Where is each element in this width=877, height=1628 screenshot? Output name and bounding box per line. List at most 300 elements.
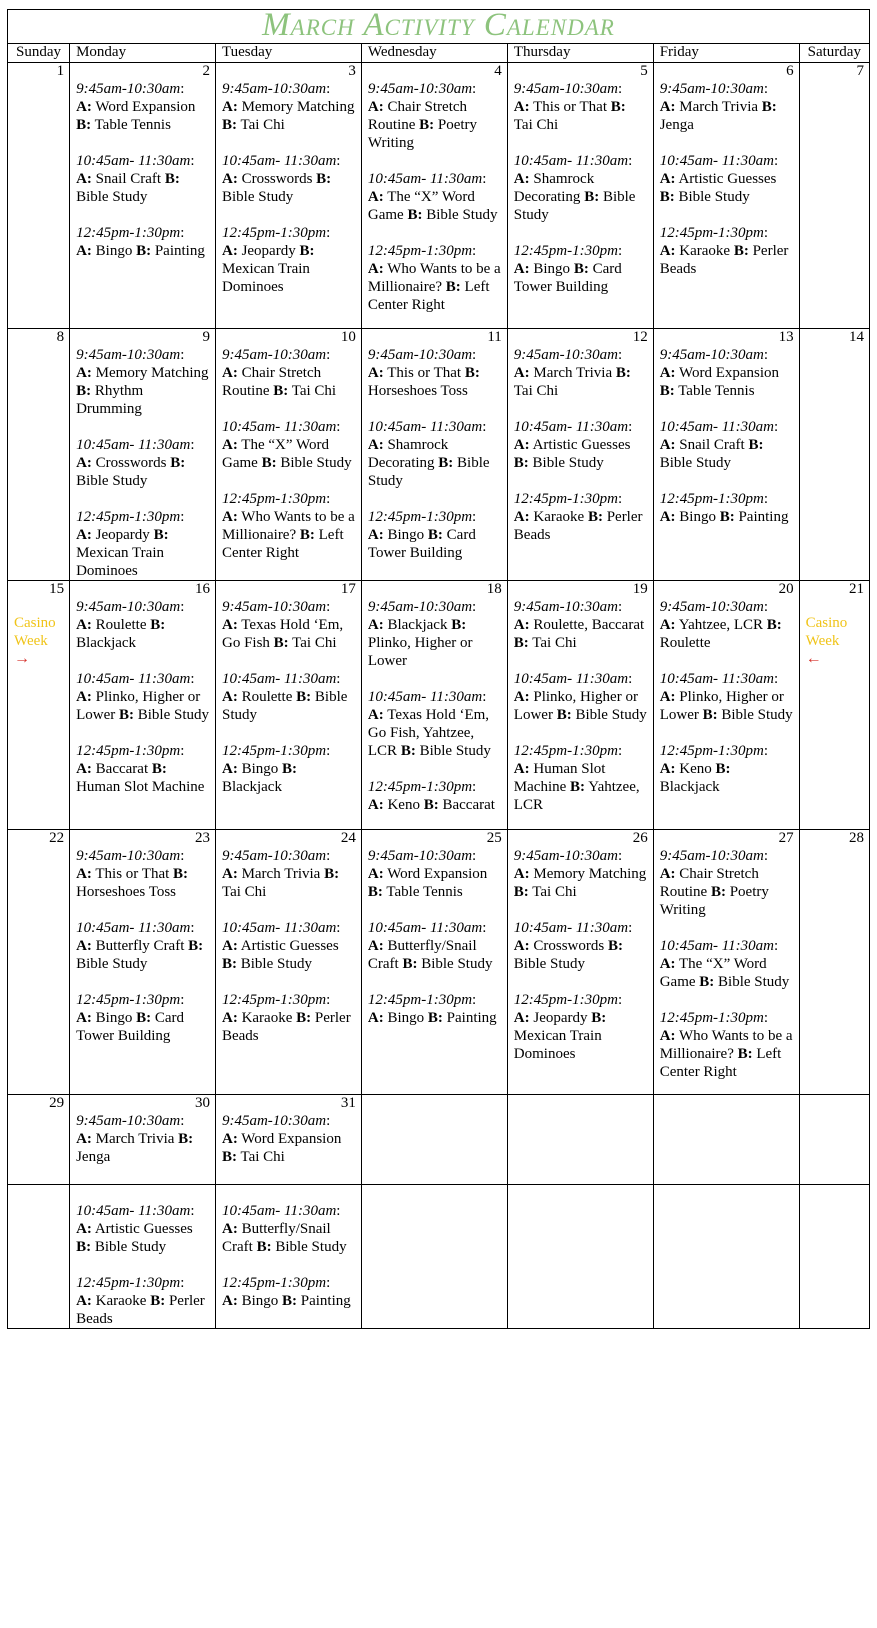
arrow-left-icon: ← — [805, 650, 822, 667]
option-a-label: A: — [76, 761, 92, 777]
activity-block: 9:45am-10:30am: A: This or That B: Horseshoes Toss — [367, 347, 480, 399]
option-b-activity: Bible Study — [659, 455, 731, 471]
option-a-label: A: — [221, 171, 238, 187]
option-b-activity: Rhythm Drumming — [76, 383, 144, 417]
option-a-label: A: — [367, 365, 384, 381]
option-a-label: A: — [76, 455, 92, 471]
day-number: 5 — [640, 63, 648, 79]
option-b-activity: Perler Beads — [513, 509, 643, 543]
activity-time: 12:45pm-1:30pm — [659, 491, 764, 507]
day-number — [508, 1095, 653, 1112]
day-number: 2 — [202, 63, 210, 79]
day-cell — [361, 581, 507, 830]
activity-block: 12:45pm-1:30pm: A: Keno B: Baccarat — [367, 779, 495, 813]
activity-block: 10:45am- 11:30am: A: Plinko, Higher or Lower B: Bible Study — [76, 671, 209, 723]
option-b-activity: Bible Study — [76, 956, 148, 972]
option-a-label: A: — [659, 956, 676, 972]
day-cell — [799, 1185, 869, 1329]
option-a-label: A: — [367, 189, 384, 205]
option-b-activity: Painting — [300, 1293, 351, 1309]
option-a-activity: March Trivia — [95, 1131, 175, 1147]
activity-block: 10:45am- 11:30am: A: Snail Craft B: Bible Study — [659, 419, 779, 471]
option-a-activity: Bingo — [533, 261, 571, 277]
option-a-activity: March Trivia — [679, 99, 759, 115]
option-a-activity: Memory Matching — [95, 365, 209, 381]
day-cell — [215, 63, 361, 329]
day-number — [362, 1095, 507, 1112]
day-cell — [8, 1095, 70, 1185]
day-cell — [215, 830, 361, 1095]
day-activities — [216, 847, 361, 1045]
option-a-label: A: — [659, 1028, 676, 1044]
option-b-activity: Tai Chi — [513, 117, 559, 133]
day-number — [362, 1185, 507, 1202]
weekday-sunday: Sunday — [8, 44, 70, 63]
day-cell — [507, 581, 653, 830]
option-a-label: A: — [76, 617, 92, 633]
activity-time: 12:45pm-1:30pm — [221, 743, 327, 759]
option-b-activity: Tai Chi — [532, 635, 577, 651]
option-b-activity: Baccarat — [442, 797, 495, 813]
activity-time: 9:45am-10:30am — [76, 599, 181, 615]
option-b-label: B: — [710, 884, 726, 900]
activity-time: 12:45pm-1:30pm — [513, 992, 618, 1008]
option-b-activity: Jenga — [76, 1149, 111, 1165]
activity-block: 12:45pm-1:30pm: A: Jeopardy B: Mexican Train Dominoes — [513, 992, 623, 1062]
activity-block: 10:45am- 11:30am: A: Shamrock Decorating B: Bible Study — [513, 153, 636, 223]
option-b-label: B: — [273, 383, 289, 399]
weekday-header-row — [8, 44, 870, 63]
option-b-label: B: — [170, 455, 186, 471]
option-a-activity: Karaoke — [679, 243, 731, 259]
activity-block: 9:45am-10:30am: A: Memory Matching B: Rhythm Drumming — [76, 347, 209, 417]
day-activities — [654, 598, 799, 796]
day-number: 24 — [340, 830, 356, 846]
option-a-activity: Shamrock Decorating — [367, 437, 449, 471]
option-b-activity: Painting — [154, 243, 205, 259]
option-a-label: A: — [513, 437, 530, 453]
day-number: 21 — [849, 581, 864, 597]
option-b-label: B: — [153, 527, 169, 543]
day-number: 15 — [49, 581, 65, 597]
activity-time: 9:45am-10:30am — [659, 81, 764, 97]
option-b-label: B: — [188, 938, 204, 954]
activity-time: 10:45am- 11:30am — [513, 920, 629, 936]
day-activities — [70, 346, 215, 580]
option-a-label: A: — [513, 761, 530, 777]
option-a-label: A: — [659, 171, 676, 187]
option-a-activity: Yahtzee, LCR — [678, 617, 764, 633]
day-number: 31 — [340, 1095, 356, 1111]
option-b-label: B: — [400, 743, 416, 759]
day-activities — [362, 847, 507, 1027]
option-b-label: B: — [451, 617, 467, 633]
day-cell — [507, 1095, 653, 1185]
activity-block: 9:45am-10:30am: A: Word Expansion B: Table Tennis — [367, 848, 488, 900]
arrow-right-icon: → — [14, 650, 30, 667]
activity-time: 10:45am- 11:30am — [659, 671, 774, 687]
activity-time: 9:45am-10:30am — [367, 599, 473, 615]
option-a-label: A: — [513, 689, 530, 705]
activity-block: 10:45am- 11:30am: A: Butterfly/Snail Craft B: Bible Study — [221, 1203, 347, 1255]
option-b-label: B: — [766, 617, 782, 633]
activity-block: 10:45am- 11:30am: A: Artistic Guesses B: Bible Study — [659, 153, 779, 205]
activity-block: 10:45am- 11:30am: A: Plinko, Higher or Lower B: Bible Study — [659, 671, 793, 723]
option-a-label: A: — [367, 437, 384, 453]
option-a-label: A: — [659, 761, 676, 777]
option-b-label: B: — [178, 1131, 194, 1147]
day-number — [508, 1185, 653, 1202]
activity-block: 10:45am- 11:30am: A: Artistic Guesses B: Bible Study — [513, 419, 633, 471]
day-cell — [799, 329, 869, 581]
option-a-activity: Artistic Guesses — [94, 1221, 193, 1237]
activity-block: 12:45pm-1:30pm: A: Keno B: Blackjack — [659, 743, 769, 795]
option-a-label: A: — [367, 797, 384, 813]
activity-time: 12:45pm-1:30pm — [513, 743, 618, 759]
activity-time: 10:45am- 11:30am — [513, 419, 629, 435]
option-a-activity: Jeopardy — [241, 243, 296, 259]
day-cell — [8, 1185, 70, 1329]
activity-time: 12:45pm-1:30pm — [367, 992, 473, 1008]
week-row — [8, 830, 870, 1095]
day-cell — [507, 830, 653, 1095]
option-b-activity: Horseshoes Toss — [367, 383, 468, 399]
day-cell — [70, 830, 216, 1095]
option-b-activity: Roulette — [659, 635, 711, 651]
option-b-label: B: — [150, 1293, 166, 1309]
option-a-label: A: — [659, 437, 676, 453]
day-activities — [216, 346, 361, 562]
option-b-activity: Tai Chi — [513, 383, 559, 399]
option-a-label: A: — [513, 938, 530, 954]
activity-block: 9:45am-10:30am: A: Texas Hold ‘Em, Go Fish B: Tai Chi — [221, 599, 344, 651]
option-a-activity: Roulette, Baccarat — [533, 617, 645, 633]
option-a-activity: Word Expansion — [679, 365, 780, 381]
option-b-label: B: — [136, 243, 152, 259]
activity-time: 12:45pm-1:30pm — [221, 225, 327, 241]
activity-block: 9:45am-10:30am: A: Roulette B: Blackjack — [76, 599, 185, 651]
day-number: 17 — [340, 581, 356, 597]
option-a-activity: Texas Hold ‘Em, Go Fish, Yahtzee, LCR — [367, 707, 490, 759]
day-cell — [361, 830, 507, 1095]
day-cell — [653, 63, 799, 329]
activity-time: 10:45am- 11:30am — [76, 153, 191, 169]
option-a-activity: Memory Matching — [533, 866, 647, 882]
activity-time: 10:45am- 11:30am — [513, 671, 629, 687]
option-b-label: B: — [584, 189, 600, 205]
activity-time: 12:45pm-1:30pm — [76, 992, 181, 1008]
day-number: 13 — [778, 329, 794, 345]
day-cell — [799, 1095, 869, 1185]
option-b-label: B: — [273, 635, 289, 651]
activity-block: 12:45pm-1:30pm: A: Bingo B: Blackjack — [221, 743, 331, 795]
option-a-activity: Who Wants to be a Millionaire? — [221, 509, 355, 543]
option-a-activity: This or That — [95, 866, 170, 882]
activity-time: 10:45am- 11:30am — [221, 153, 337, 169]
option-b-label: B: — [256, 1239, 272, 1255]
option-a-activity: Crosswords — [241, 171, 313, 187]
option-a-label: A: — [221, 509, 238, 525]
option-b-label: B: — [299, 527, 315, 543]
day-number: 3 — [348, 63, 356, 79]
option-b-activity: Plinko, Higher or Lower — [367, 635, 473, 669]
option-a-activity: Who Wants to be a Millionaire? — [659, 1028, 793, 1062]
day-activities — [508, 80, 653, 296]
option-b-activity: Bible Study — [721, 707, 793, 723]
option-a-label: A: — [367, 938, 384, 954]
day-cell — [70, 1095, 216, 1185]
option-b-activity: Bible Study — [513, 189, 636, 223]
option-a-activity: This or That — [533, 99, 607, 115]
option-a-label: A: — [76, 866, 92, 882]
option-b-activity: Bible Study — [678, 189, 750, 205]
day-cell — [653, 830, 799, 1095]
option-a-label: A: — [221, 938, 238, 954]
option-b-label: B: — [733, 243, 749, 259]
activity-time: 9:45am-10:30am — [76, 347, 181, 363]
casino-week-label: Casino Week — [805, 615, 848, 649]
option-b-activity: Card Tower Building — [76, 1010, 185, 1044]
day-number: 30 — [194, 1095, 210, 1111]
day-number: 27 — [778, 830, 794, 846]
activity-time: 9:45am-10:30am — [221, 81, 327, 97]
option-a-label: A: — [221, 1010, 238, 1026]
activity-time: 10:45am- 11:30am — [76, 1203, 191, 1219]
activity-time: 12:45pm-1:30pm — [659, 225, 764, 241]
activity-time: 9:45am-10:30am — [513, 848, 618, 864]
option-b-activity: Yahtzee, LCR — [513, 779, 640, 813]
day-activities — [362, 598, 507, 814]
option-a-label: A: — [367, 866, 384, 882]
day-number — [800, 1185, 869, 1202]
option-a-label: A: — [659, 509, 676, 525]
option-b-label: B: — [324, 866, 340, 882]
day-cell — [215, 1095, 361, 1185]
day-cell — [653, 1185, 799, 1329]
activity-time: 9:45am-10:30am — [221, 848, 327, 864]
activity-block: 10:45am- 11:30am: A: Artistic Guesses B: Bible Study — [76, 1203, 195, 1255]
option-b-activity: Perler Beads — [659, 243, 789, 277]
activity-block: 12:45pm-1:30pm: A: Karaoke B: Perler Beads — [76, 1275, 205, 1327]
option-a-label: A: — [367, 99, 384, 115]
day-cell — [8, 63, 70, 329]
activity-time: 10:45am- 11:30am — [513, 153, 629, 169]
activity-time: 12:45pm-1:30pm — [76, 509, 181, 525]
option-b-activity: Perler Beads — [221, 1010, 351, 1044]
day-cell — [70, 581, 216, 830]
option-b-label: B: — [151, 761, 167, 777]
option-b-activity: Blackjack — [221, 779, 282, 795]
option-a-activity: Bingo — [387, 527, 425, 543]
option-b-label: B: — [513, 455, 529, 471]
day-activities — [70, 847, 215, 1045]
weekday-thursday: Thursday — [507, 44, 653, 63]
activity-time: 10:45am- 11:30am — [367, 171, 483, 187]
day-number: 7 — [856, 63, 864, 79]
day-activities — [654, 346, 799, 526]
day-cell — [799, 63, 869, 329]
option-a-label: A: — [513, 617, 530, 633]
day-cell — [653, 581, 799, 830]
option-b-activity: Mexican Train Dominoes — [221, 261, 310, 295]
activity-block: 10:45am- 11:30am: A: Crosswords B: Bible Study — [76, 437, 195, 489]
weekday-saturday: Saturday — [799, 44, 869, 63]
option-b-activity: Bible Study — [421, 956, 493, 972]
activity-block: 12:45pm-1:30pm: A: Jeopardy B: Mexican Train Dominoes — [221, 225, 331, 295]
option-b-label: B: — [296, 1010, 312, 1026]
day-cell — [215, 1185, 361, 1329]
day-number: 20 — [778, 581, 794, 597]
activity-time: 12:45pm-1:30pm — [659, 1010, 764, 1026]
activity-block: 9:45am-10:30am: A: Roulette, Baccarat B: Tai Chi — [513, 599, 645, 651]
option-b-activity: Bible Study — [426, 207, 498, 223]
option-a-activity: Shamrock Decorating — [513, 171, 595, 205]
option-a-activity: Plinko, Higher or Lower — [659, 689, 784, 723]
option-b-label: B: — [659, 189, 675, 205]
activity-time: 9:45am-10:30am — [76, 848, 181, 864]
option-b-activity: Bible Study — [221, 689, 348, 723]
option-a-activity: Chair Stretch Routine — [221, 365, 322, 399]
activity-time: 10:45am- 11:30am — [367, 419, 483, 435]
option-b-activity: Card Tower Building — [513, 261, 622, 295]
activity-block: 10:45am- 11:30am: A: Roulette B: Bible Study — [221, 671, 348, 723]
option-a-activity: Blackjack — [387, 617, 448, 633]
activity-time: 9:45am-10:30am — [659, 599, 764, 615]
option-b-label: B: — [702, 707, 718, 723]
option-a-label: A: — [221, 1221, 238, 1237]
option-b-activity: Bible Study — [76, 189, 148, 205]
option-b-label: B: — [570, 779, 586, 795]
activity-time: 9:45am-10:30am — [367, 81, 473, 97]
option-b-label: B: — [407, 207, 423, 223]
day-cell — [799, 581, 869, 830]
option-b-label: B: — [556, 707, 572, 723]
option-b-label: B: — [221, 956, 237, 972]
option-a-activity: March Trivia — [241, 866, 321, 882]
option-b-activity: Mexican Train Dominoes — [76, 545, 164, 579]
day-number — [800, 1095, 869, 1112]
activity-time: 12:45pm-1:30pm — [513, 243, 618, 259]
day-cell — [653, 329, 799, 581]
option-a-label: A: — [76, 1131, 92, 1147]
day-number: 9 — [202, 329, 210, 345]
option-a-label: A: — [76, 689, 92, 705]
option-b-label: B: — [513, 635, 529, 651]
option-a-label: A: — [659, 689, 676, 705]
activity-time: 10:45am- 11:30am — [367, 920, 483, 936]
option-b-label: B: — [737, 1046, 753, 1062]
option-b-label: B: — [438, 455, 454, 471]
activity-block: 9:45am-10:30am: A: Word Expansion B: Tai Chi — [221, 1113, 342, 1165]
option-b-activity: Painting — [738, 509, 789, 525]
option-b-activity: Bible Study — [718, 974, 790, 990]
option-b-activity: Left Center Right — [221, 527, 344, 561]
option-a-label: A: — [221, 437, 238, 453]
day-cell — [361, 1185, 507, 1329]
option-b-label: B: — [76, 1239, 92, 1255]
option-a-activity: Chair Stretch Routine — [367, 99, 468, 133]
week-row — [8, 63, 870, 329]
option-a-label: A: — [76, 938, 92, 954]
option-a-label: A: — [221, 866, 238, 882]
option-b-label: B: — [316, 171, 332, 187]
day-number: 8 — [56, 329, 65, 345]
option-b-label: B: — [282, 1293, 297, 1309]
activity-time: 10:45am- 11:30am — [659, 938, 774, 954]
option-b-label: B: — [748, 437, 764, 453]
day-number — [8, 1185, 69, 1202]
option-b-label: B: — [573, 261, 589, 277]
option-b-activity: Bible Study — [367, 455, 490, 489]
option-b-activity: Bible Study — [76, 473, 148, 489]
option-b-activity: Bible Study — [280, 455, 352, 471]
activity-time: 9:45am-10:30am — [367, 347, 473, 363]
option-a-label: A: — [367, 1010, 384, 1026]
option-a-label: A: — [513, 509, 530, 525]
activity-block: 12:45pm-1:30pm: A: Bingo B: Painting — [367, 992, 497, 1026]
option-a-activity: Word Expansion — [387, 866, 488, 882]
day-number: 18 — [486, 581, 502, 597]
activity-block: 9:45am-10:30am: A: This or That B: Horseshoes Toss — [76, 848, 189, 900]
option-b-activity: Bible Study — [575, 707, 647, 723]
option-b-label: B: — [699, 974, 715, 990]
day-cell — [507, 1185, 653, 1329]
activity-block: 10:45am- 11:30am: A: Artistic Guesses B: Bible Study — [221, 920, 341, 972]
activity-time: 10:45am- 11:30am — [367, 689, 483, 705]
activity-time: 10:45am- 11:30am — [659, 153, 774, 169]
option-b-activity: Bible Study — [275, 1239, 347, 1255]
activity-block: 10:45am- 11:30am: A: The “X” Word Game B: Bible Study — [221, 419, 352, 471]
activity-block: 12:45pm-1:30pm: A: Human Slot Machine B: Yahtzee, LCR — [513, 743, 640, 813]
activity-time: 12:45pm-1:30pm — [221, 491, 327, 507]
activity-time: 9:45am-10:30am — [221, 599, 327, 615]
option-a-label: A: — [76, 1293, 92, 1309]
day-cell — [8, 830, 70, 1095]
option-b-activity: Table Tennis — [678, 383, 755, 399]
day-number: 29 — [49, 1095, 65, 1111]
activity-block: 12:45pm-1:30pm: A: Bingo B: Card Tower Building — [76, 992, 185, 1044]
day-number: 4 — [494, 63, 502, 79]
day-cell — [799, 830, 869, 1095]
option-b-label: B: — [76, 117, 92, 133]
option-b-activity: Horseshoes Toss — [76, 884, 177, 900]
option-b-label: B: — [221, 117, 237, 133]
activity-time: 9:45am-10:30am — [367, 848, 473, 864]
option-a-label: A: — [76, 1010, 92, 1026]
activity-block: 10:45am- 11:30am: A: Crosswords B: Bible Study — [513, 920, 633, 972]
activity-block: 12:45pm-1:30pm: A: Bingo B: Painting — [659, 491, 789, 525]
option-b-label: B: — [445, 279, 461, 295]
activity-block: 10:45am- 11:30am: A: The “X” Word Game B: Bible Study — [367, 171, 498, 223]
option-a-label: A: — [513, 261, 530, 277]
activity-time: 9:45am-10:30am — [76, 1113, 181, 1129]
activity-time: 12:45pm-1:30pm — [513, 491, 618, 507]
option-b-activity: Poetry Writing — [659, 884, 769, 918]
option-a-label: A: — [659, 866, 676, 882]
option-a-activity: Roulette — [241, 689, 293, 705]
calendar-sheet — [7, 9, 870, 1329]
option-a-label: A: — [513, 365, 530, 381]
activity-time: 10:45am- 11:30am — [76, 671, 191, 687]
option-a-activity: Who Wants to be a Millionaire? — [367, 261, 501, 295]
option-b-label: B: — [419, 117, 435, 133]
option-b-label: B: — [607, 938, 623, 954]
option-a-activity: Artistic Guesses — [678, 171, 777, 187]
option-a-activity: The “X” Word Game — [367, 189, 475, 223]
option-a-label: A: — [221, 243, 238, 259]
activity-block: 9:45am-10:30am: A: Word Expansion B: Table Tennis — [76, 81, 196, 133]
option-b-activity: Bible Study — [221, 189, 294, 205]
